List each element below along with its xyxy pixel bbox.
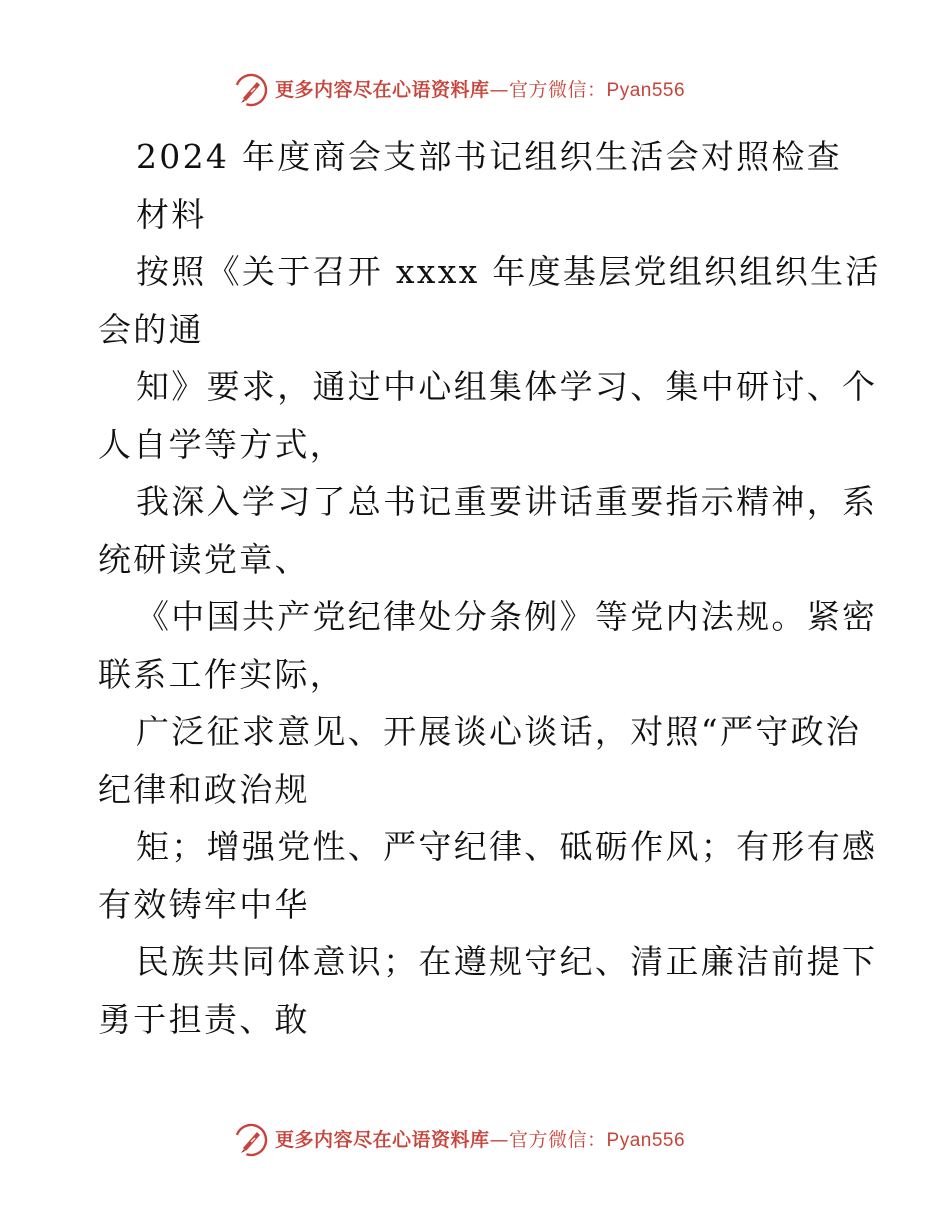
body-line: 人自学等方式， [98,424,346,464]
body-line: 民族共同体意识；在遵规守纪、清正廉洁前提下 [136,942,878,981]
watermark-separator: — [489,78,510,101]
quill-pen-logo-icon [233,72,269,108]
document-title-line-1 [98,128,858,186]
header-watermark-text [275,72,685,109]
official-wechat-label: 官方微信 [509,1128,588,1151]
body-line: 纪律和政治规 [98,769,310,809]
title-text-1: 2024 年度商会支部书记组织生活会对照检查 [136,137,843,176]
wechat-id: Pyan556 [606,1129,686,1151]
body-line: 我深入学习了总书记重要讲话重要指示精神，系 [136,482,878,521]
body-line: 按照《关于召开 xxxx 年度基层党组织组织生活 [136,252,881,291]
watermark-colon: ： [587,78,607,101]
body-line: 联系工作实际， [98,654,346,694]
body-line: 会的通 [98,309,204,349]
body-line: 《中国共产党纪律处分条例》等党内法规。紧密 [136,597,878,636]
body-line: 知》要求，通过中心组集体学习、集中研讨、个 [136,367,878,406]
quill-pen-logo-icon [233,1122,269,1158]
watermark-colon: ： [587,1128,607,1151]
body-line: 有效铸牢中华 [98,884,310,924]
body-line: 矩；增强党性、严守纪律、砥砺作风；有形有感 [136,827,878,866]
watermark-main-text: 更多内容尽在心语资料库 [275,1128,490,1151]
watermark-separator: — [489,1128,510,1151]
title-text-2: 材料 [136,194,207,234]
header-watermark [233,72,685,108]
body-line: 广泛征求意见、开展谈心谈话，对照“严守政治 [136,712,862,751]
footer-watermark [233,1122,685,1158]
watermark-main-text: 更多内容尽在心语资料库 [275,78,490,101]
wechat-id: Pyan556 [606,79,686,101]
official-wechat-label: 官方微信 [509,78,588,101]
body-line: 统研读党章、 [98,539,310,579]
body-line: 勇于担责、敢 [98,999,310,1039]
document-body [98,128,881,1048]
document-title-line-2 [98,186,858,244]
footer-watermark-text [275,1122,685,1159]
